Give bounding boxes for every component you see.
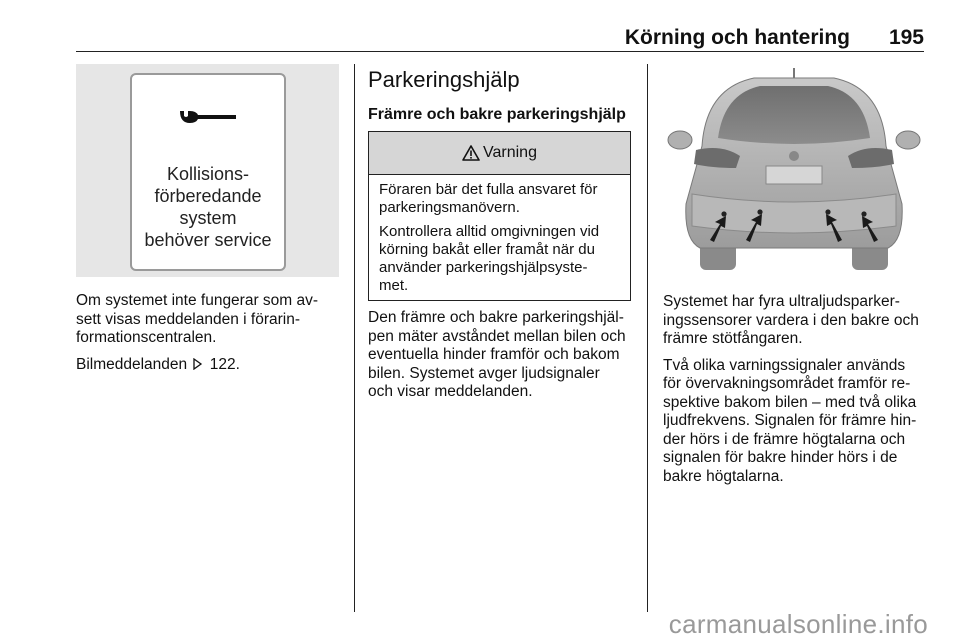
col1-text	[76, 292, 346, 382]
display-line-2: förberedande	[154, 186, 262, 206]
col2-paragraph-1: Den främre och bakre parkeringshjäl- pen mäter avståndet mellan bilen och eventuella hinder framför och bakom bilen. Systemet avger ljudsignaler och visar meddelanden.	[368, 309, 626, 400]
wrench-icon	[178, 107, 238, 129]
subsection-title: Främre och bakre parkeringshjälp	[368, 106, 626, 123]
display-line-1: Kollisions-	[166, 164, 250, 184]
column-divider-left	[354, 64, 355, 612]
col3-paragraph-1: Systemet har fyra ultraljudsparker- ingssensorer vardera i den bakre och främre stötfångaren.	[663, 293, 919, 347]
watermark: carmanualsonline.info	[668, 609, 928, 639]
column-divider-right	[647, 64, 648, 612]
display-line-3: system	[179, 208, 237, 228]
col3-paragraph-2: Två olika varningssignaler används för övervakningsområdet framför re- spektive bakom bilen – med två olika ljudfrekvens. Signalen för främre hin- der hörs i de främre högtalarna och signalen för bakre hinder hörs i de bakre högtalarna.	[663, 356, 917, 485]
warning-box	[368, 131, 631, 301]
display-screen	[130, 73, 286, 271]
header-title: Körning och hantering	[624, 26, 850, 49]
warning-body	[369, 175, 630, 295]
section-title: Parkeringshjälp	[368, 67, 520, 92]
page-number: 195	[888, 26, 924, 49]
warning-paragraph-1: Föraren bär det fulla ansvaret för parkeringsmanövern.	[379, 181, 598, 216]
col3-text	[663, 293, 928, 494]
display-line-4: behöver service	[144, 230, 272, 250]
arrow-ref-icon	[193, 358, 203, 370]
warning-label: Varning	[483, 144, 537, 161]
col2-text	[368, 309, 633, 410]
col1-paragraph-1: Om systemet inte fungerar som av- sett visas meddelanden i förarin- formationscentralen.	[76, 292, 319, 346]
reference-link[interactable]: Bilmeddelanden	[76, 355, 188, 373]
header-rule	[76, 51, 924, 52]
col1-reference	[76, 356, 346, 375]
car-rear-illustration	[662, 64, 926, 277]
warning-triangle-icon	[462, 145, 480, 161]
car-rear-drawing	[662, 64, 926, 277]
reference-page: 122.	[209, 355, 240, 373]
warning-paragraph-2: Kontrollera alltid omgivningen vid körning bakåt eller framåt när du använder parkeringshjälpsyste- met.	[379, 223, 600, 294]
warning-header	[369, 132, 630, 175]
